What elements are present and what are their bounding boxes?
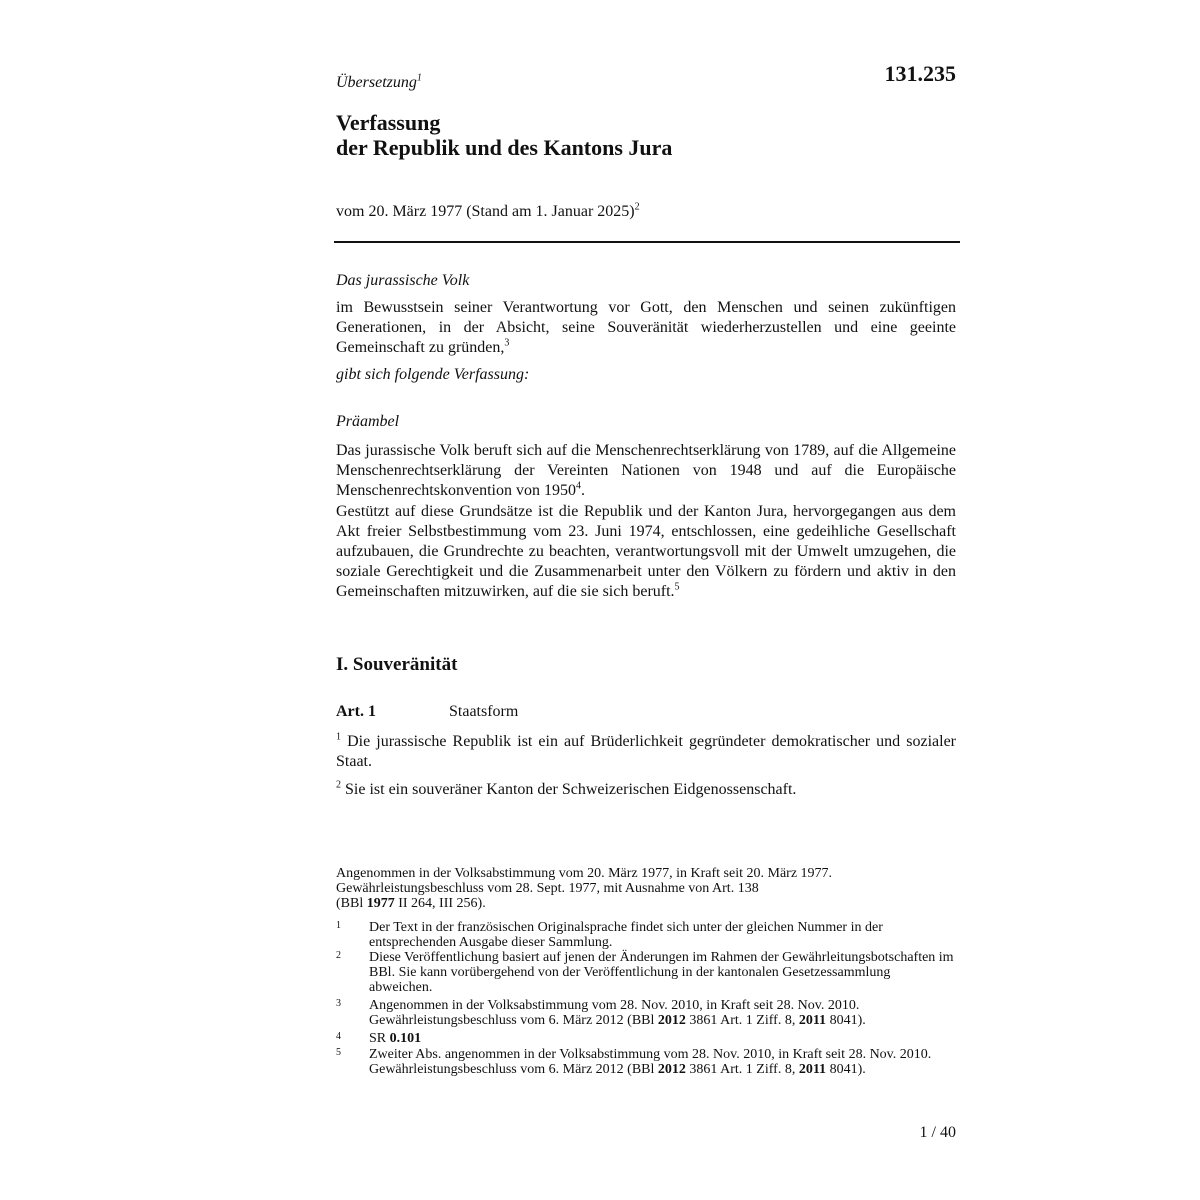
footnote-text-c: 8041). <box>826 1062 866 1077</box>
document-title <box>336 110 956 160</box>
footnote-text-c: 8041). <box>826 1013 866 1028</box>
footnote-ref-2[interactable]: 2 <box>634 201 640 213</box>
paragraph-number-2: 2 <box>336 779 341 791</box>
preamble-p1-end: . <box>580 482 585 499</box>
article-number: Art. 1 <box>336 703 376 720</box>
footnote-text-b: 3861 Art. 1 Ziff. 8, <box>685 1013 799 1028</box>
footnote-2 <box>336 950 956 995</box>
translation-note <box>336 74 956 92</box>
date-line <box>336 203 956 221</box>
adoption-note <box>336 866 956 911</box>
footnote-text <box>369 1031 956 1046</box>
sr-number: 131.235 <box>884 61 956 86</box>
intro-text: im Bewusstsein seiner Verantwortung vor Gott, den Menschen und seinen zukünftigen Generationen, in der Absicht, seine Souveränität wiederherzustellen und eine geeinte Gemeinschaft zu gründen, <box>336 299 956 356</box>
paragraph-number-1: 1 <box>336 731 341 743</box>
footnote-text <box>369 1047 956 1077</box>
title-line-1: Verfassung <box>336 110 441 135</box>
footnote-text-a: Angenommen in der Volksabstimmung vom 28. Nov. 2010, in Kraft seit 28. Nov. 2010. Gewährleistungsbeschluss vom 6. März 2012 (BBl <box>369 998 860 1028</box>
footnote-text-a: Zweiter Abs. angenommen in der Volksabstimmung vom 28. Nov. 2010, in Kraft seit 28. Nov. 2010. Gewährleistungsbeschluss vom 6. März 2012 (BBl <box>369 1047 932 1077</box>
footnote-ref-4[interactable]: 4 <box>575 480 581 492</box>
preamble-heading: Präambel <box>336 413 400 430</box>
intro-heading: Das jurassische Volk <box>336 272 470 289</box>
adoption-line-2: Gewährleistungsbeschluss vom 28. Sept. 1977, mit Ausnahme von Art. 138 <box>336 881 759 896</box>
adoption-line-1: Angenommen in der Volksabstimmung vom 20. März 1977, in Kraft seit 20. März 1977. <box>336 866 833 881</box>
footnote-number: 5 <box>336 1047 341 1058</box>
footnote-1 <box>336 920 956 950</box>
footnote-ref-5[interactable]: 5 <box>674 581 680 593</box>
footnote-text: Der Text in der französischen Originalsprache findet sich unter der gleichen Nummer in der entsprechenden Ausgabe dieser Sammlung. <box>369 920 883 950</box>
footnote-bold-2: 2011 <box>798 1013 827 1028</box>
footnote-bold-1: 2012 <box>657 1062 686 1077</box>
preamble-paragraph-2 <box>336 502 956 602</box>
page-number: 1 / 40 <box>919 1124 956 1141</box>
adoption-line-3 <box>336 896 956 911</box>
article-paragraph-1 <box>336 732 956 772</box>
preamble-p1-text: Das jurassische Volk beruft sich auf die Menschenrechtserklärung von 1789, auf die Allgemeine Menschenrechtserklärung der Vereinten Nationen von 1948 und auf die Europäische Menschenrechtskonvention von 1950 <box>336 442 956 499</box>
footnote-bold-1[interactable]: 0.101 <box>389 1031 422 1046</box>
preamble-paragraph-1 <box>336 441 956 501</box>
article-heading <box>336 703 956 721</box>
footnote-bold-2: 2011 <box>798 1062 827 1077</box>
article-para2-text: Sie ist ein souveräner Kanton der Schweizerischen Eidgenossenschaft. <box>345 781 797 798</box>
footnote-number: 4 <box>336 1031 341 1042</box>
date-text: vom 20. März 1977 (Stand am 1. Januar 2025) <box>336 203 635 220</box>
footnote-text-b: 3861 Art. 1 Ziff. 8, <box>685 1062 799 1077</box>
footnote-5 <box>336 1047 956 1077</box>
intro-closing: gibt sich folgende Verfassung: <box>336 366 530 383</box>
footnote-text <box>369 998 956 1028</box>
adoption-line-3-b: 1977 <box>366 896 395 911</box>
adoption-line-3-a: (BBl <box>336 896 367 911</box>
footnote-3 <box>336 998 956 1028</box>
article-para1-text: Die jurassische Republik ist ein auf Brüderlichkeit gegründeter demokratischer und sozialer Staat. <box>336 733 957 770</box>
footnote-number: 2 <box>336 950 341 961</box>
footnote-4 <box>336 1031 956 1046</box>
translation-label: Übersetzung <box>336 74 417 91</box>
footnote-ref-3[interactable]: 3 <box>504 337 510 349</box>
footnote-bold-1: 2012 <box>657 1013 686 1028</box>
footnote-ref-1[interactable]: 1 <box>416 72 422 84</box>
preamble-p2-text: Gestützt auf diese Grundsätze ist die Republik und der Kanton Jura, hervorgegangen aus dem Akt freier Selbstbestimmung vom 23. Juni 1974, entschlossen, eine gedeihliche Gesellschaft aufzubauen, die Grundrechte zu beachten, verantwortungsvoll mit der Umwelt umzugehen, die soziale Gerechtigkeit und die Zusammenarbeit unter den Völkern zu fördern und aktiv in den Gemeinschaften mitzuwirken, auf die sie sich beruft. <box>336 503 956 600</box>
article-title: Staatsform <box>449 703 519 720</box>
footnote-text-a: SR <box>369 1031 390 1046</box>
chapter-heading: I. Souveränität <box>336 654 458 675</box>
title-line-2: der Republik und des Kantons Jura <box>336 135 673 160</box>
footnote-text: Diese Veröffentlichung basiert auf jenen der Änderungen im Rahmen der Gewährleitungsbotschaften im BBl. Sie kann vorübergehend von der Veröffentlichung in der kantonalen Gesetzessammlung abweichen. <box>369 950 954 995</box>
article-paragraph-2 <box>336 780 956 800</box>
footnote-number: 1 <box>336 920 341 931</box>
header-divider <box>334 241 960 243</box>
intro-body <box>336 298 956 358</box>
adoption-line-3-c: II 264, III 256). <box>394 896 486 911</box>
footnote-number: 3 <box>336 998 341 1009</box>
